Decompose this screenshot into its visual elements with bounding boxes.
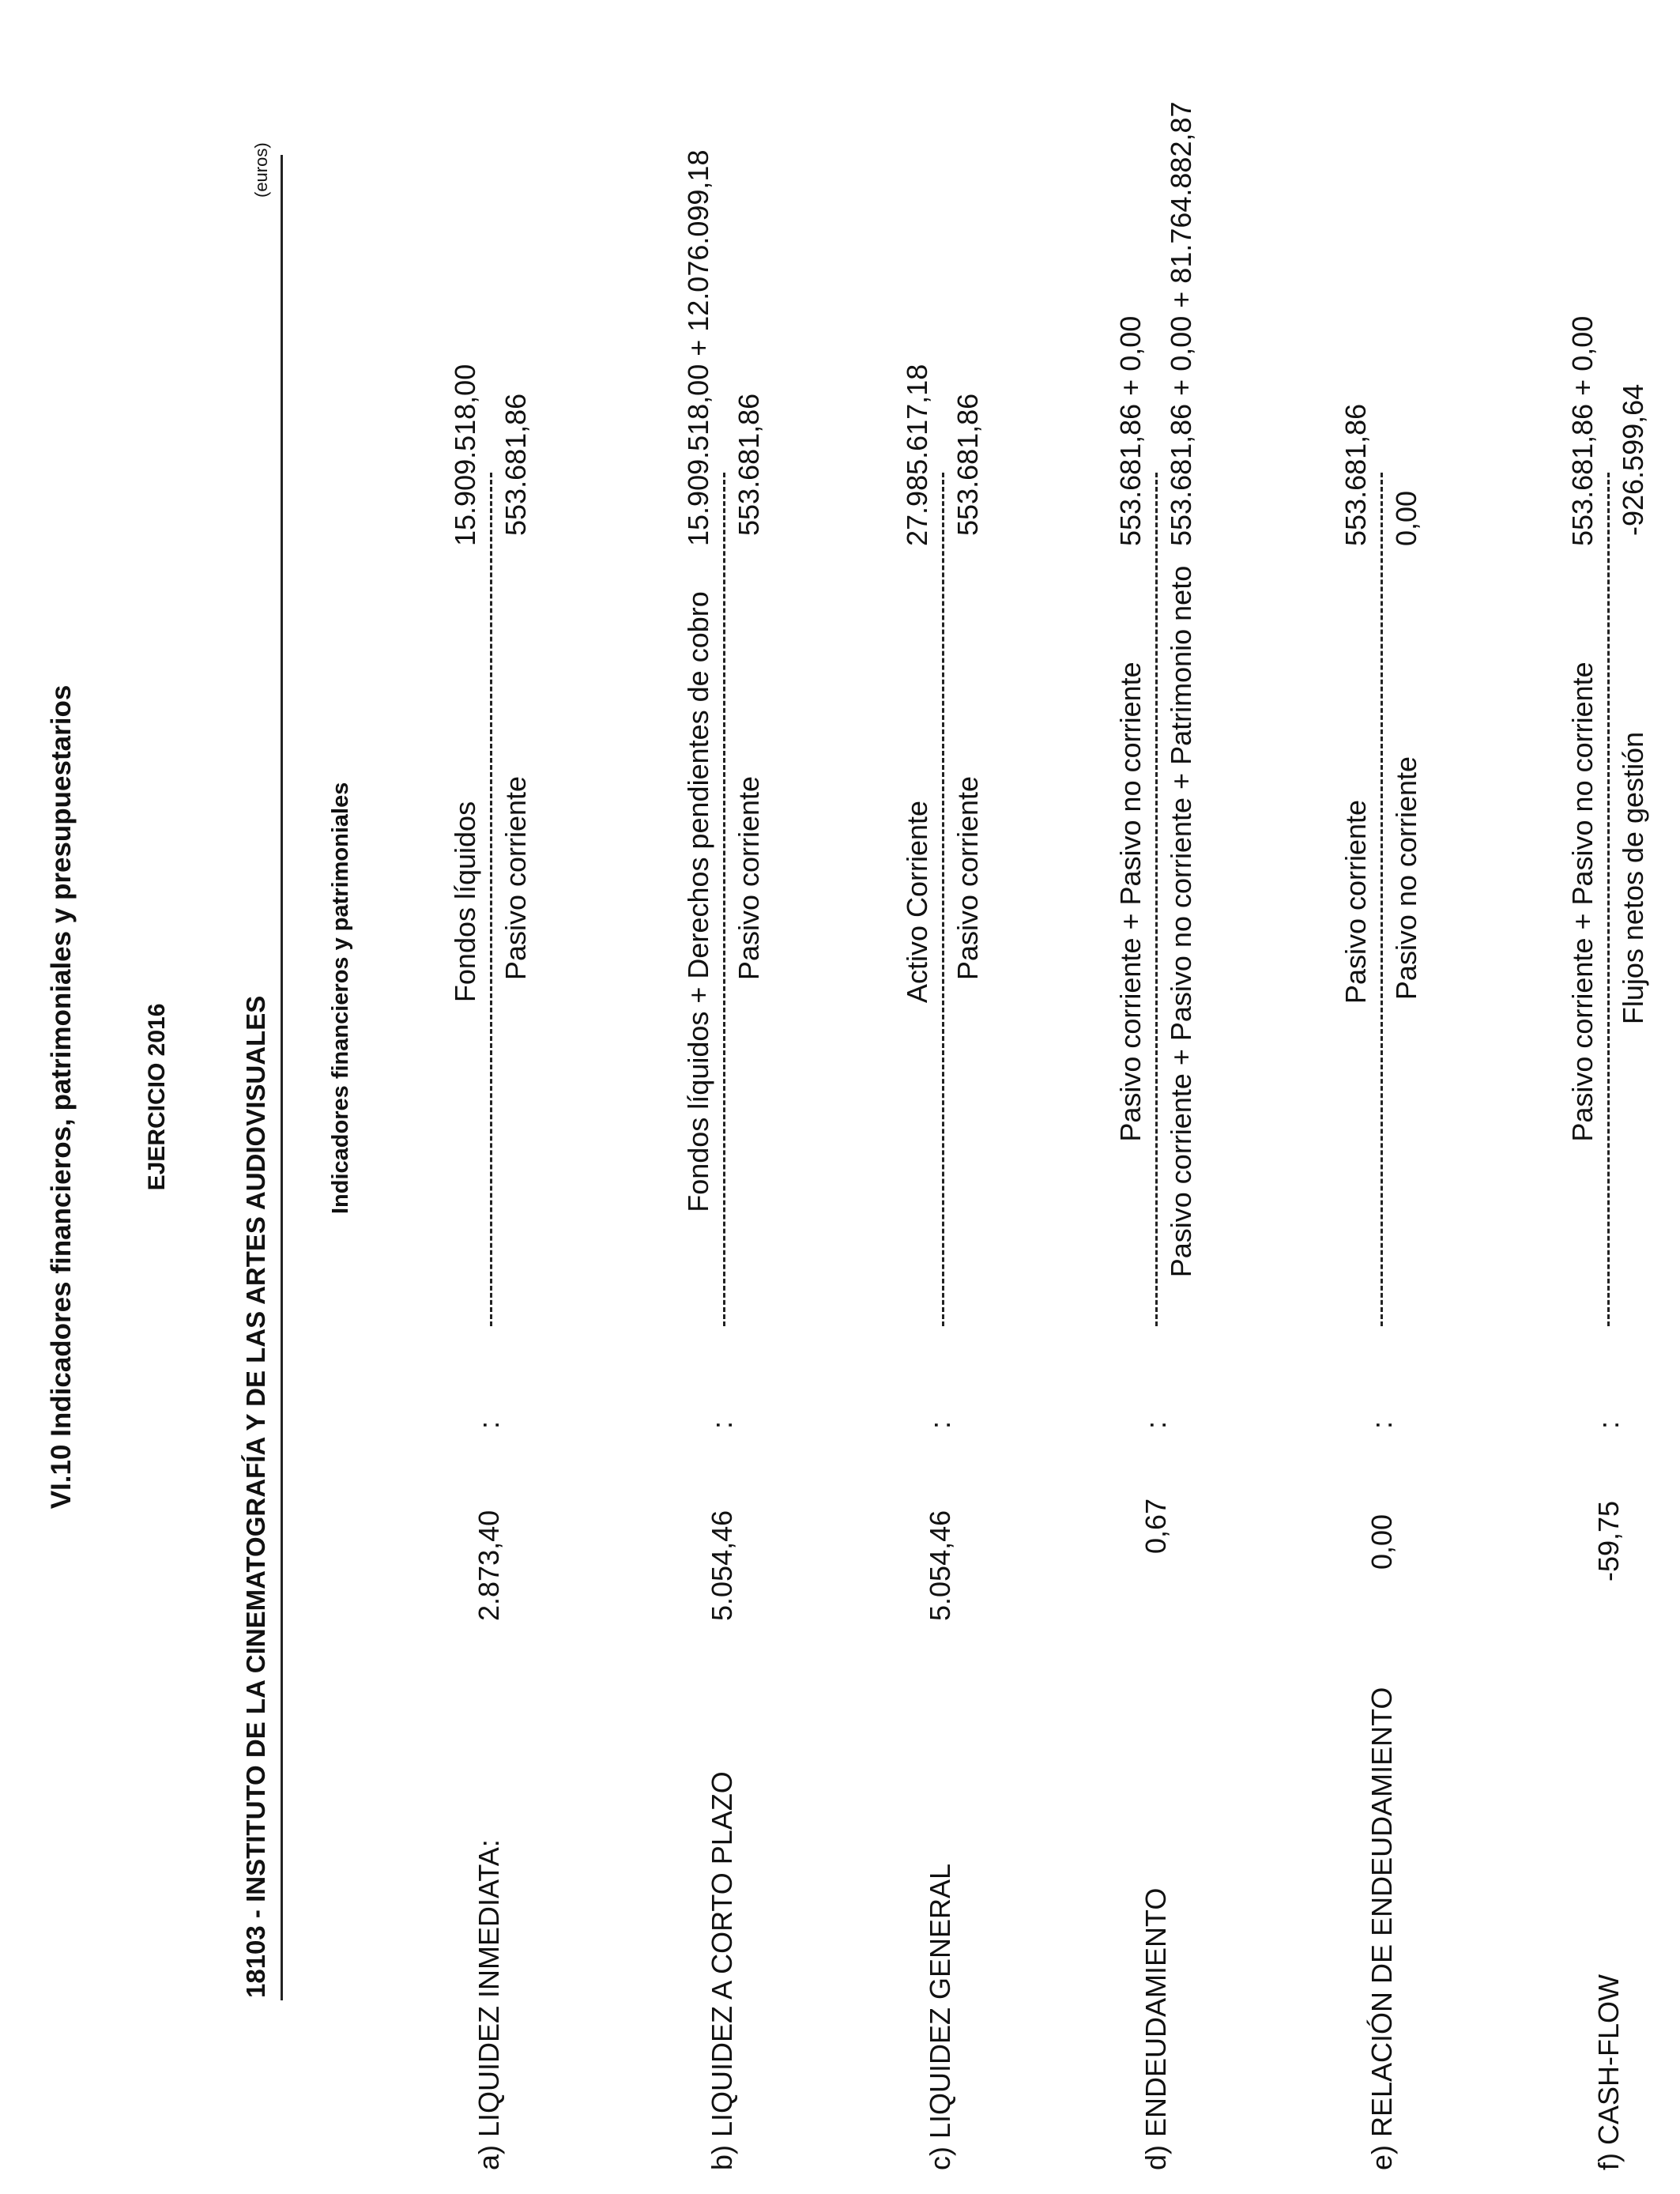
fraction-line: [1381, 473, 1383, 1326]
formula-numerator: Pasivo corriente + Pasivo no corriente: [1566, 662, 1599, 1142]
formula-denominator: Pasivo no corriente: [1390, 756, 1422, 1001]
fraction-line: [1155, 473, 1158, 1326]
indicator-label: c) LIQUIDEZ GENERAL: [924, 1863, 956, 2170]
numerator-values: 553.681,86: [1339, 403, 1372, 546]
entity-heading: 18103 - INSTITUTO DE LA CINEMATOGRAFÍA Y DE LAS ARTES AUDIOVISUALES: [241, 995, 270, 1998]
fraction-line: [490, 473, 492, 1326]
denominator-values: 553.681,86 + 0,00 + 81.764.882,87: [1165, 101, 1197, 546]
formula-denominator: Pasivo corriente + Pasivo no corriente + Patrimonio neto: [1165, 565, 1197, 1278]
indicator-value: 5.054,46: [706, 1510, 738, 1621]
indicator-value: 2.873,40: [473, 1510, 505, 1621]
numerator-values: 553.681,86 + 0,00: [1566, 315, 1599, 546]
formula-denominator: Pasivo corriente: [499, 775, 532, 981]
denominator-values: 553.681,86: [733, 393, 765, 536]
header-rule: [281, 155, 283, 2000]
indicator-label: d) ENDEUDAMIENTO: [1139, 1887, 1172, 2170]
formula-denominator: Flujos netos de gestión: [1617, 731, 1649, 1025]
numerator-values: 553.681,86 + 0,00: [1114, 315, 1147, 546]
denominator-values: 553.681,86: [951, 393, 984, 536]
formula-denominator: Pasivo corriente: [951, 775, 984, 981]
numerator-values: 15.909.518,00: [449, 364, 481, 546]
indicator-label: f) CASH-FLOW: [1592, 1974, 1625, 2170]
numerator-values: 27.985.617,18: [901, 364, 933, 546]
numerator-values: 15.909.518,00 + 12.076.099,18: [682, 149, 714, 546]
indicator-label: b) LIQUIDEZ A CORTO PLAZO: [706, 1771, 738, 2170]
formula-numerator: Activo Corriente: [901, 800, 933, 1004]
denominator-values: -926.599,64: [1617, 383, 1649, 536]
formula-numerator: Fondos líquidos: [449, 801, 481, 1003]
indicator-value: 5.054,46: [924, 1510, 956, 1621]
indicator-colon: :: [1365, 1420, 1398, 1429]
formula-numerator: Pasivo corriente + Pasivo no corriente: [1114, 662, 1147, 1142]
fraction-line: [723, 473, 725, 1326]
indicator-value: 0,00: [1365, 1514, 1398, 1570]
page-title: VI.10 Indicadores financieros, patrimoniales y presupuestarios: [46, 684, 77, 1510]
formula-denominator: Pasivo corriente: [733, 775, 765, 981]
formula-numerator: Fondos líquidos + Derechos pendientes de cobro: [682, 591, 714, 1212]
indicator-colon: :: [473, 1420, 505, 1429]
indicator-value: 0,67: [1139, 1498, 1172, 1554]
indicator-value: -59,75: [1592, 1500, 1625, 1581]
units-label: (euros): [251, 142, 271, 198]
exercise-heading: EJERCICIO 2016: [144, 1003, 170, 1191]
indicator-label: e) RELACIÓN DE ENDEUDAMIENTO: [1365, 1687, 1398, 2170]
indicator-label: a) LIQUIDEZ INMEDIATA:: [473, 1839, 505, 2170]
indicator-colon: :: [1592, 1420, 1625, 1429]
section-heading: Indicadores financieros y patrimoniales: [328, 782, 353, 1214]
fraction-line: [1607, 473, 1610, 1326]
indicator-colon: :: [924, 1420, 956, 1429]
formula-numerator: Pasivo corriente: [1339, 799, 1372, 1005]
denominator-values: 553.681,86: [499, 393, 532, 536]
denominator-values: 0,00: [1390, 490, 1422, 546]
indicator-colon: :: [706, 1420, 738, 1429]
indicator-colon: :: [1139, 1420, 1172, 1429]
fraction-line: [942, 473, 944, 1326]
